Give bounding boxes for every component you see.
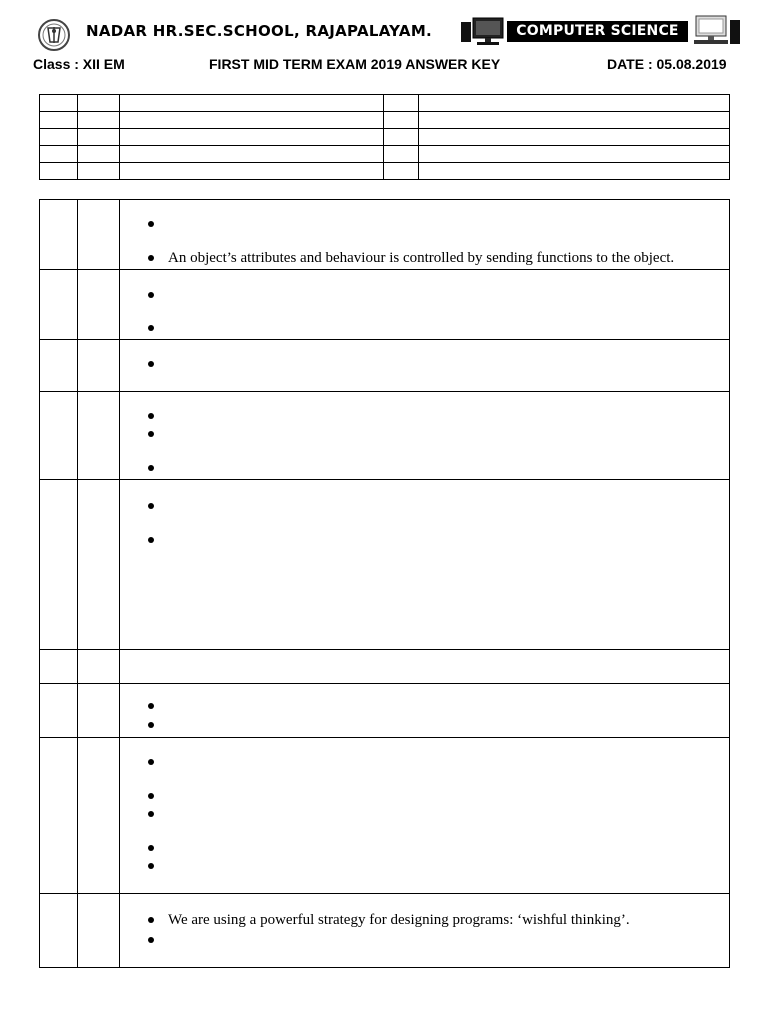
list-item bbox=[148, 250, 674, 267]
table-row bbox=[40, 95, 730, 112]
computer-icon bbox=[459, 16, 507, 46]
class-info: Class : XII EM bbox=[33, 56, 125, 72]
table-row bbox=[40, 480, 730, 650]
list-item bbox=[148, 754, 168, 771]
list-item bbox=[148, 320, 168, 337]
list-item bbox=[148, 356, 168, 373]
table-row bbox=[40, 738, 730, 894]
table-row bbox=[40, 270, 730, 340]
table-row bbox=[40, 650, 730, 684]
school-logo bbox=[36, 18, 72, 52]
table-row bbox=[40, 684, 730, 738]
list-item bbox=[148, 806, 168, 823]
list-item bbox=[148, 698, 168, 715]
list-item bbox=[148, 858, 168, 875]
table-row bbox=[40, 392, 730, 480]
list-item bbox=[148, 460, 168, 477]
exam-date: DATE : 05.08.2019 bbox=[607, 56, 727, 72]
answer-table bbox=[39, 199, 730, 968]
table-row bbox=[40, 112, 730, 129]
list-item bbox=[148, 788, 168, 805]
list-item bbox=[148, 932, 168, 949]
summary-table bbox=[39, 94, 730, 180]
table-row bbox=[40, 146, 730, 163]
list-item bbox=[148, 216, 168, 233]
list-item bbox=[148, 717, 168, 734]
list-item bbox=[148, 912, 630, 929]
computer-icon bbox=[692, 14, 742, 46]
table-row bbox=[40, 894, 730, 968]
list-item bbox=[148, 840, 168, 857]
table-row bbox=[40, 163, 730, 180]
list-item bbox=[148, 287, 168, 304]
school-name: NADAR HR.SEC.SCHOOL, RAJAPALAYAM. bbox=[86, 22, 433, 40]
exam-title: FIRST MID TERM EXAM 2019 ANSWER KEY bbox=[209, 56, 501, 72]
table-row bbox=[40, 340, 730, 392]
list-item bbox=[148, 498, 168, 515]
subject-badge: COMPUTER SCIENCE bbox=[507, 21, 688, 42]
answer-text: We are using a powerful strategy for designing programs: ‘wishful thinking’. bbox=[168, 912, 630, 928]
list-item bbox=[148, 426, 168, 443]
list-item bbox=[148, 532, 168, 549]
list-item bbox=[148, 408, 168, 425]
answer-text: An object’s attributes and behaviour is controlled by sending functions to the object. bbox=[168, 250, 675, 266]
table-row bbox=[40, 200, 730, 270]
table-row bbox=[40, 129, 730, 146]
